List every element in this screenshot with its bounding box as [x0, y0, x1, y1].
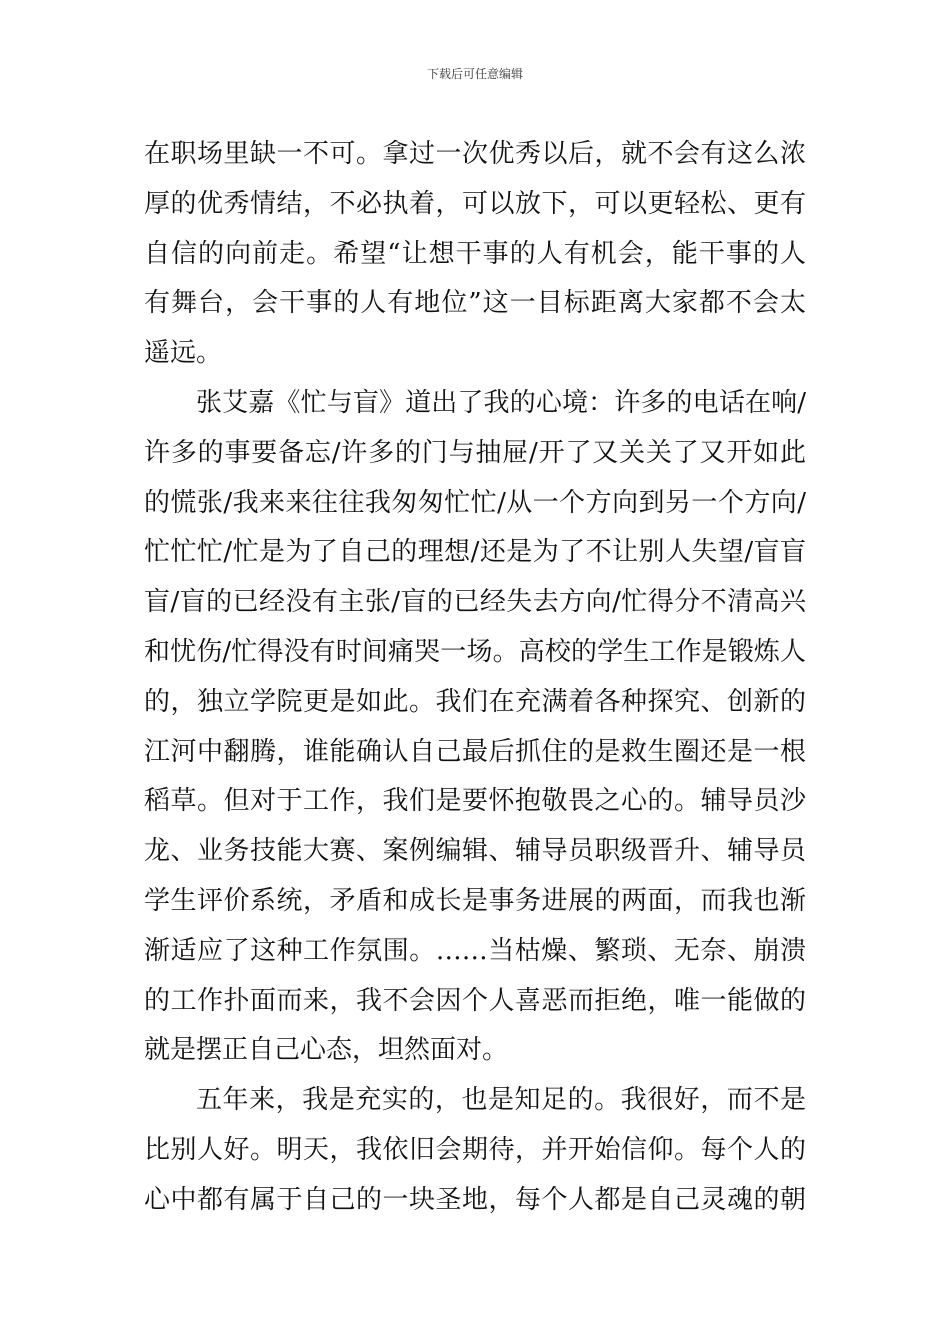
text-line: 学生评价系统，矛盾和成长是事务进展的两面，而我也渐: [144, 885, 806, 916]
text-line: 在职场里缺一不可。拿过一次优秀以后，就不会有这么浓: [144, 139, 806, 169]
text-line: 自信的向前走。希望“让想干事的人有机会，能干事的人: [144, 238, 806, 269]
text-line: 比别人好。明天，我依旧会期待，并开始信仰。每个人的: [144, 1134, 806, 1165]
text-line: 就是摆正自己心态，坦然面对。: [144, 1035, 509, 1066]
text-line: 张艾嘉《忙与盲》道出了我的心境：许多的电话在响/: [196, 387, 806, 418]
text-line: 五年来，我是充实的，也是知足的。我很好，而不是: [196, 1085, 806, 1116]
text-line: 和忧伤/忙得没有时间痛哭一场。高校的学生工作是锻炼人: [144, 636, 806, 667]
text-line: 的工作扑面而来，我不会因个人喜恶而拒绝，唯一能做的: [144, 985, 806, 1016]
text-line: 许多的事要备忘/许多的门与抽屉/开了又关关了又开如此: [144, 437, 806, 468]
text-line: 的，独立学院更是如此。我们在充满着各种探究、创新的: [144, 686, 806, 717]
page-header: 下载后可任意编辑: [426, 67, 523, 81]
text-line: 江河中翻腾，谁能确认自己最后抓住的是救生圈还是一根: [144, 736, 806, 767]
text-line: 心中都有属于自己的一块圣地，每个人都是自己灵魂的朝: [144, 1184, 806, 1215]
text-line: 盲/盲的已经没有主张/盲的已经失去方向/忙得分不清高兴: [144, 587, 806, 618]
text-line: 渐适应了这种工作氛围。……当枯燥、繁琐、无奈、崩溃: [144, 935, 806, 966]
text-line: 龙、业务技能大赛、案例编辑、辅导员职级晋升、辅导员: [144, 836, 806, 867]
text-line: 遥远。: [144, 338, 223, 369]
text-line: 忙忙忙/忙是为了自己的理想/还是为了不让别人失望/盲盲: [144, 537, 806, 568]
document-body: [144, 130, 806, 1226]
text-line: 的慌张/我来来往往我匆匆忙忙/从一个方向到另一个方向/: [144, 487, 806, 518]
text-line: 稻草。但对于工作，我们是要怀抱敬畏之心的。辅导员沙: [144, 786, 806, 817]
text-line: 厚的优秀情结，不必执着，可以放下，可以更轻松、更有: [144, 188, 806, 219]
text-line: 有舞台，会干事的人有地位”这一目标距离大家都不会太: [144, 288, 806, 319]
